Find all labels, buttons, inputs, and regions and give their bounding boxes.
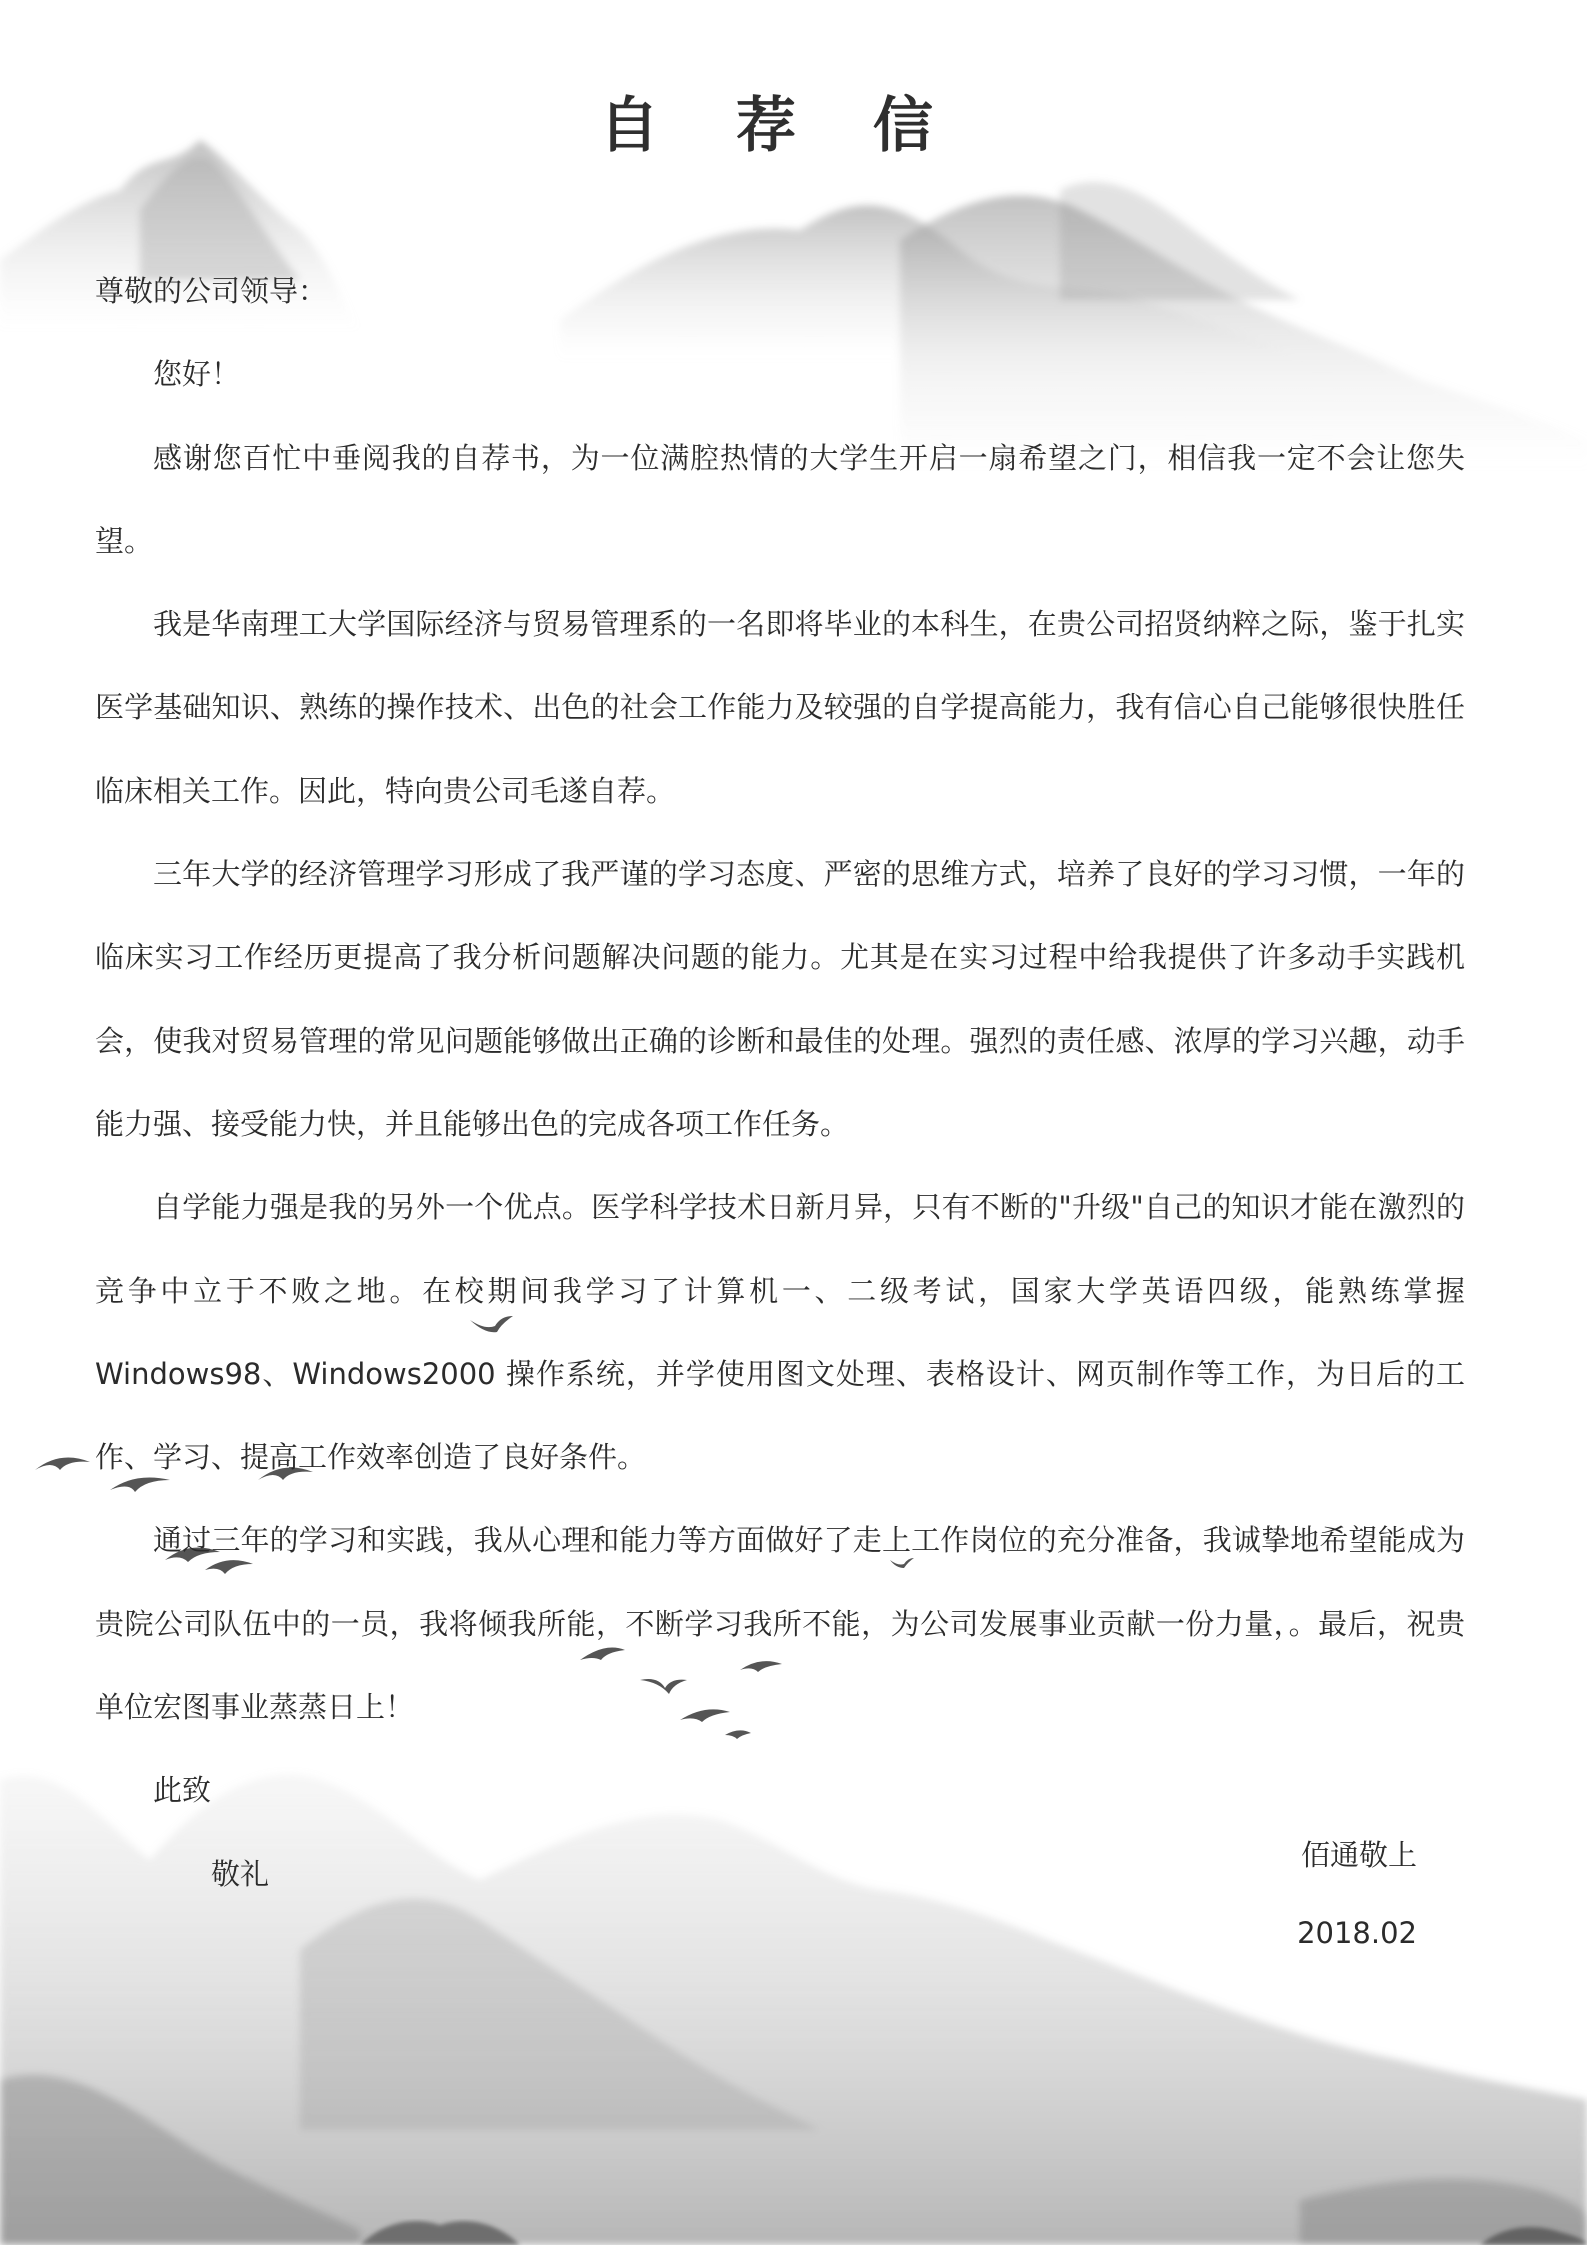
letter-title: 自 荐 信 [599,91,961,161]
paragraph-introduction: 我是华南理工大学国际经济与贸易管理系的一名即将毕业的本科生，在贵公司招贤纳粹之际，鉴于扎实医学基础知识、熟练的操作技术、出色的社会工作能力及较强的自学提高能力，我有信心自己能够很快胜任临床相关工作。因此，特向贵公司毛遂自荐。 [95,607,1465,808]
closing: 此致 [153,1773,212,1808]
paragraph-study-experience: 三年大学的经济管理学习形成了我严谨的学习态度、严密的思维方式，培养了良好的学习习惯，一年的临床实习工作经历更提高了我分析问题解决问题的能力。尤其是在实习过程中给我提供了许多动手实践机会，使我对贸易管理的常见问题能够做出正确的诊断和最佳的处理。强烈的责任感、浓厚的学习兴趣，动手能力强、接受能力快，并且能够出色的完成各项工作任务。 [95,857,1465,1141]
letter-body [95,250,1465,1916]
signature: 佰通敬上 [1300,1838,1417,1872]
greeting: 您好！ [153,357,241,392]
salutation: 尊敬的公司领导： [95,274,328,308]
letter-date: 2018.02 [1297,1916,1417,1950]
regards: 敬礼 [211,1856,270,1891]
paragraph-self-learning: 自学能力强是我的另外一个优点。医学科学技术日新月异，只有不断的"升级"自己的知识才能在激烈的竞争中立于不败之地。在校期间我学习了计算机一、二级考试，国家大学英语四级，能熟练掌握 Windows98、Windows2000 操作系统，并学使用图文处理、表格设计、网页制作等工作，为日后的工作、学习、提高工作效率创造了良好条件。 [95,1190,1465,1475]
paragraph-thanks: 感谢您百忙中垂阅我的自荐书，为一位满腔热情的大学生开启一扇希望之门，相信我一定不会让您失望。 [95,440,1465,558]
paragraph-conclusion: 通过三年的学习和实践，我从心理和能力等方面做好了走上工作岗位的充分准备，我诚挚地希望能成为贵院公司队伍中的一员，我将倾我所能，不断学习我所不能，为公司发展事业贡献一份力量，。最后，祝贵单位宏图事业蒸蒸日上！ [95,1523,1465,1725]
